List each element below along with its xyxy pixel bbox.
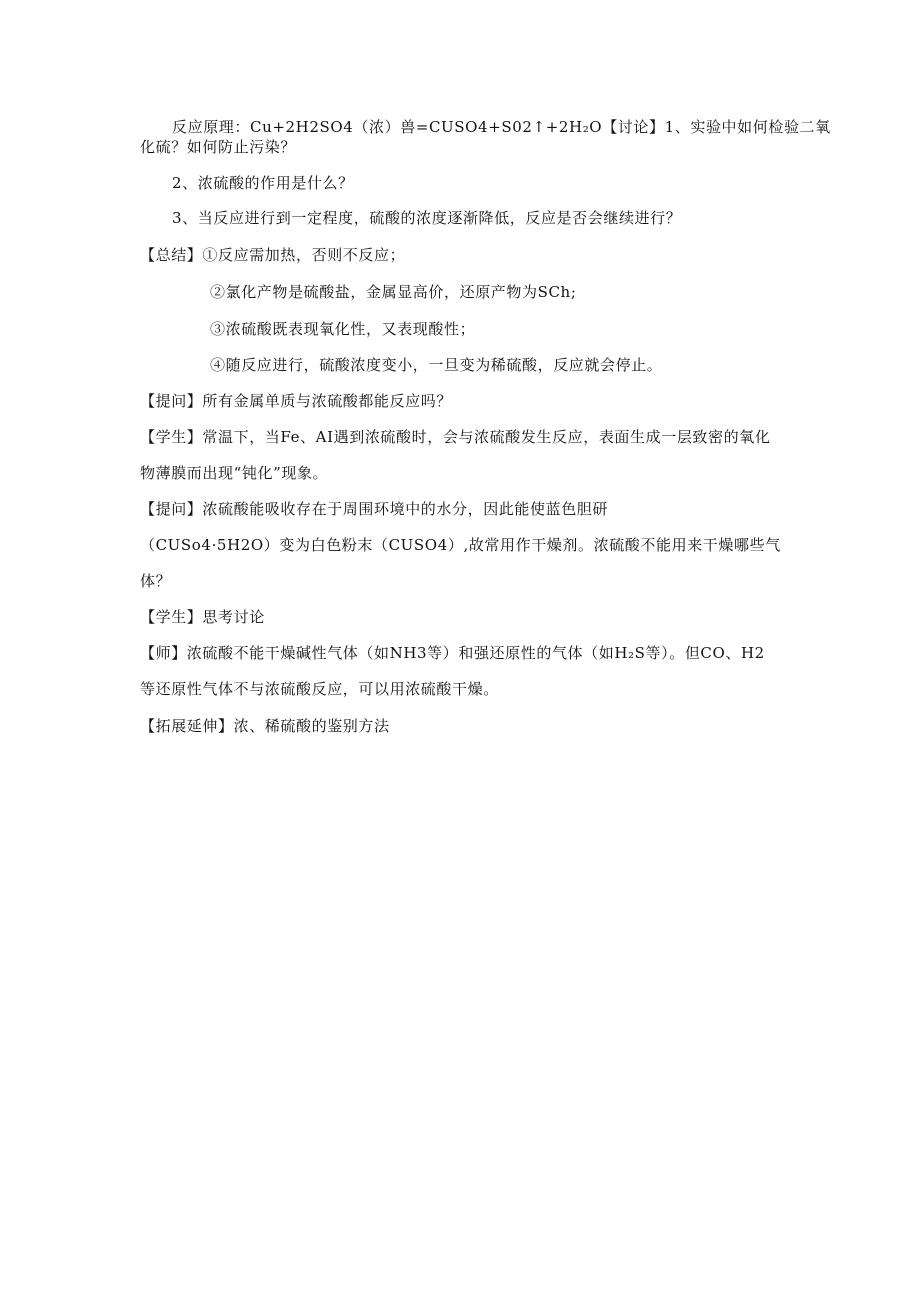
- summary-item-2: ②氯化产物是硫酸盐，金属显高价，还原产物为SCh;: [210, 283, 577, 301]
- reaction-principle-line: 反应原理：Cu+2H2SO4（浓）兽=CUSO4+S02↑+2H₂O【讨论】1、实验中如何检验二氧: [172, 118, 831, 136]
- discussion-question-3: 3、当反应进行到一定程度，硫酸的浓度逐渐降低，反应是否会继续进行？: [172, 209, 682, 227]
- summary-item-3: ③浓硫酸既表现氧化性，又表现酸性；: [210, 320, 476, 338]
- question-drying-agent-end: 体？: [140, 572, 172, 590]
- teacher-explanation: 【师】浓硫酸不能干燥碱性气体（如NH3等）和强还原性的气体（如H₂S等）。但CO、H2: [140, 644, 765, 662]
- reaction-principle-line-cont: 化硫？如何防止污染？: [140, 138, 297, 156]
- question-drying-agent-cont: （CUSo4·5H2O）变为白色粉末（CUSO4）,故常用作干燥剂。浓硫酸不能用来干燥哪些气: [140, 536, 781, 554]
- extension-heading: 【拓展延伸】浓、稀硫酸的鉴别方法: [140, 717, 390, 735]
- discussion-question-2: 2、浓硫酸的作用是什么？: [172, 174, 354, 192]
- student-discussion: 【学生】思考讨论: [140, 608, 265, 626]
- summary-item-4: ④随反应进行，硫酸浓度变小，一旦变为稀硫酸，反应就会停止。: [210, 356, 663, 374]
- question-metals: 【提问】所有金属单质与浓硫酸都能反应吗？: [140, 392, 453, 410]
- question-drying-agent: 【提问】浓硫酸能吸收存在于周围环境中的水分，因此能使蓝色胆研: [140, 500, 609, 518]
- student-answer-passivation-cont: 物薄膜而出现“钝化”现象。: [140, 464, 329, 482]
- teacher-explanation-cont: 等还原性气体不与浓硫酸反应，可以用浓硫酸干燥。: [140, 680, 499, 698]
- student-answer-passivation: 【学生】常温下，当Fe、AI遇到浓硫酸时，会与浓硫酸发生反应，表面生成一层致密的氧化: [140, 428, 771, 446]
- summary-heading: 【总结】①反应需加热，否则不反应；: [140, 246, 406, 264]
